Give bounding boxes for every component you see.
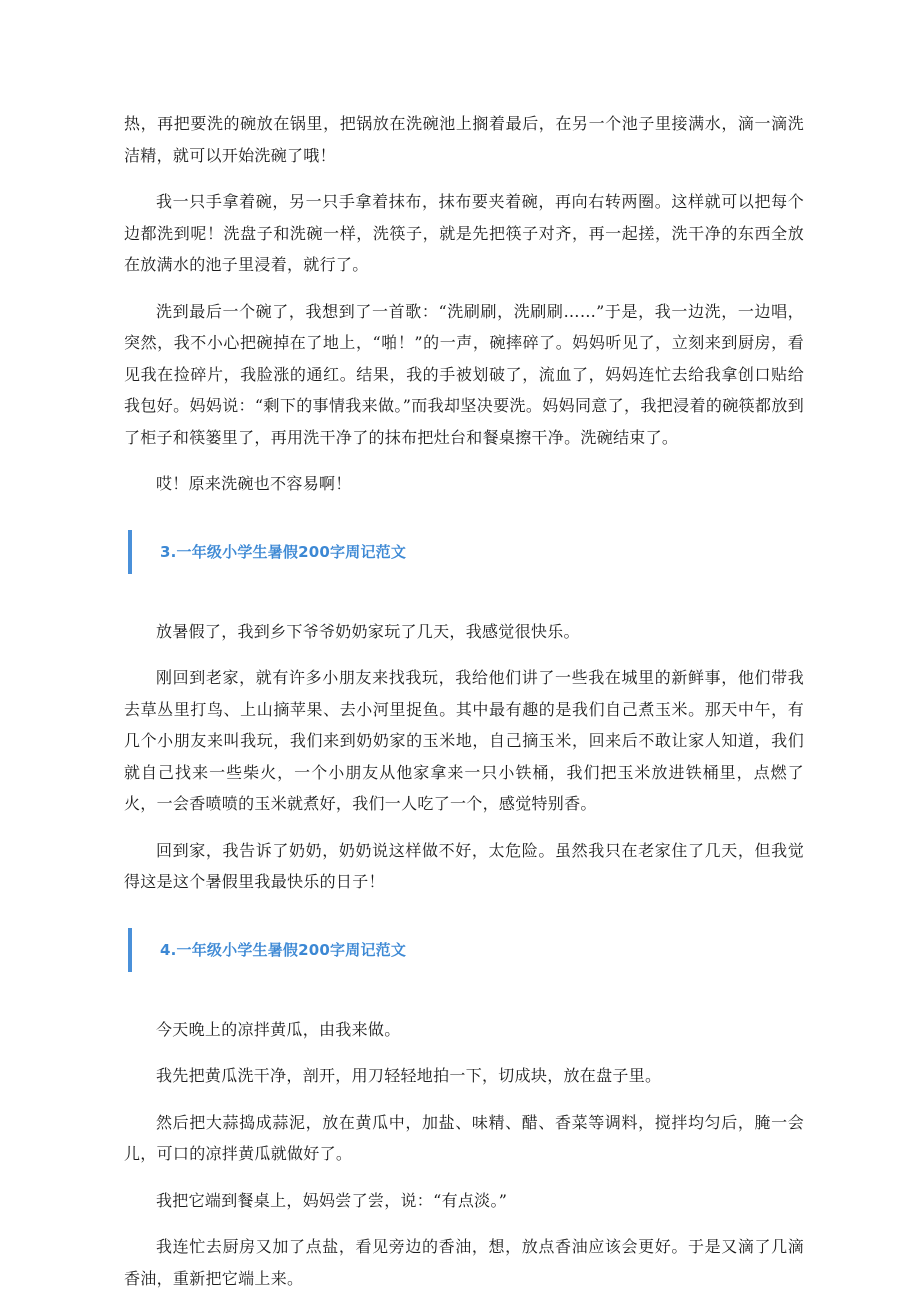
paragraph: 我一只手拿着碗，另一只手拿着抹布，抹布要夹着碗，再向右转两圈。这样就可以把每个边都洗到呢！洗盘子和洗碗一样，洗筷子，就是先把筷子对齐，再一起搓，洗干净的东西全放在放满水的池子里浸着，就行了。	[124, 192, 804, 274]
paragraph: 刚回到老家，就有许多小朋友来找我玩，我给他们讲了一些我在城里的新鲜事，他们带我去草丛里打鸟、上山摘苹果、去小河里捉鱼。其中最有趣的是我们自己煮玉米。那天中午，有几个小朋友来叫我玩，我们来到奶奶家的玉米地，自己摘玉米，回来后不敢让家人知道，我们就自己找来一些柴火，一个小朋友从他家拿来一只小铁桶，我们把玉米放进铁桶里，点燃了火，一会香喷喷的玉米就煮好，我们一人吃了一个，感觉特别香。	[124, 668, 804, 813]
section-heading-4	[124, 928, 804, 972]
paragraph: 今天晚上的凉拌黄瓜，由我来做。	[156, 1019, 401, 1039]
heading-accent-bar	[128, 530, 132, 574]
heading-accent-bar	[128, 928, 132, 972]
section-title: 4.一年级小学生暑假200字周记范文	[160, 941, 407, 959]
paragraph: 放暑假了，我到乡下爷爷奶奶家玩了几天，我感觉很快乐。	[156, 621, 580, 641]
paragraph: 我先把黄瓜洗干净，剖开，用刀轻轻地拍一下，切成块，放在盘子里。	[156, 1066, 662, 1085]
paragraph: 哎！原来洗碗也不容易啊！	[156, 474, 352, 493]
paragraph: 回到家，我告诉了奶奶，奶奶说这样做不好，太危险。虽然我只在老家住了几天，但我觉得这是这个暑假里我最快乐的日子！	[124, 840, 804, 891]
paragraph-continued: 热，再把要洗的碗放在锅里，把锅放在洗碗池上搁着最后，在另一个池子里接满水，滴一滴洗洁精，就可以开始洗碗了哦！	[124, 114, 804, 165]
section-heading-3	[124, 530, 804, 574]
paragraph: 然后把大蒜捣成蒜泥，放在黄瓜中，加盐、味精、醋、香菜等调料，搅拌均匀后，腌一会儿，可口的凉拌黄瓜就做好了。	[124, 1112, 804, 1163]
paragraph: 洗到最后一个碗了，我想到了一首歌：“洗刷刷，洗刷刷……”于是，我一边洗，一边唱，突然，我不小心把碗掉在了地上，“啪！”的一声，碗摔碎了。妈妈听见了，立刻来到厨房，看见我在捡碎片，我脸涨的通红。结果，我的手被划破了，流血了，妈妈连忙去给我拿创口贴给我包好。妈妈说：“剩下的事情我来做。”而我却坚决要洗。妈妈同意了，我把浸着的碗筷都放到了柜子和筷篓里了，再用洗干净了的抹布把灶台和餐桌擦干净。洗碗结束了。	[124, 301, 804, 447]
document-page	[124, 108, 804, 1294]
paragraph: 我连忙去厨房又加了点盐，看见旁边的香油，想，放点香油应该会更好。于是又滴了几滴香油，重新把它端上来。	[124, 1237, 804, 1288]
section-title: 3.一年级小学生暑假200字周记范文	[160, 543, 407, 561]
paragraph: 我把它端到餐桌上，妈妈尝了尝，说：“有点淡。”	[156, 1190, 508, 1210]
